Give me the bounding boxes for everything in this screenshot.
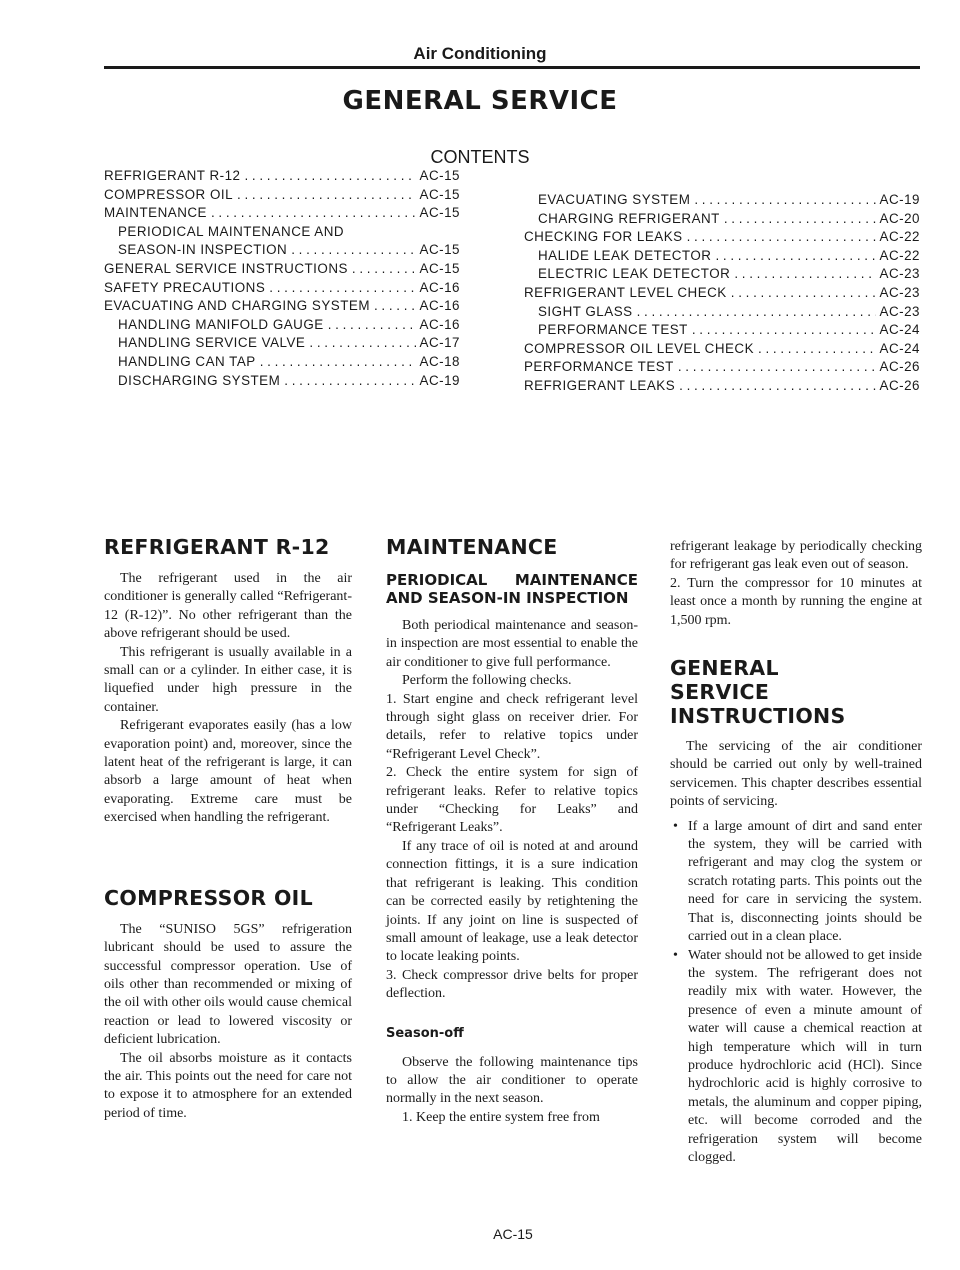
heading-general-service-instructions: GENERAL SERVICE INSTRUCTIONS (670, 656, 846, 729)
toc-entry (104, 335, 460, 354)
section-header: Air Conditioning (413, 44, 547, 63)
toc-entry-label: REFRIGERANT LEAKS (524, 377, 676, 393)
toc-leader-dots (678, 359, 876, 374)
contents-heading: CONTENTS (430, 147, 530, 167)
toc-entry-page: AC-16 (419, 316, 460, 332)
toc-leader-dots (260, 354, 416, 369)
toc-entry-label: SAFETY PRECAUTIONS (104, 279, 266, 295)
heading-periodical-maintenance: PERIODICAL MAINTENANCE AND SEASON-IN INSPECTION (386, 571, 638, 607)
bullet-item: • If a large amount of dirt and sand enter the system, they will be carried with refrigerant and may clog the system or scratch rotating parts. This points out the need for care in servicing the system. That is, disconnecting joints should be carried out in a clean place. (670, 818, 922, 947)
toc-entry-label: ELECTRIC LEAK DETECTOR (538, 266, 731, 282)
toc-entry-page: AC-15 (419, 168, 460, 183)
toc-entry-page: AC-26 (879, 377, 920, 393)
toc-entry-page: AC-26 (879, 359, 920, 375)
bullet-item: • Water should not be allowed to get inside the system. The refrigerant does not readily mix with water. However, the presence of even a minute amount of water will cause a chemical reaction at high temperature which will in turn produce hydrochloric acid (HCl). Since hydrochloric acid is highly corrosive to metals, the aluminum and copper piping, etc. will become corroded and the refrigeration system will become clogged. (670, 947, 922, 1168)
toc-leader-dots (715, 248, 875, 263)
bullet-list (670, 818, 922, 1168)
toc-entry-label: HALIDE LEAK DETECTOR (538, 247, 712, 263)
toc-leader-dots (211, 205, 416, 220)
toc-entry (104, 298, 460, 317)
toc-leader-dots (284, 373, 415, 388)
toc-entry-page: AC-23 (879, 284, 920, 300)
toc-entry-label: HANDLING CAN TAP (118, 353, 256, 369)
toc-entry-label: SIGHT GLASS (538, 303, 633, 319)
toc-entry (104, 261, 460, 280)
toc-entry (104, 317, 460, 336)
paragraph: 1. Keep the entire system free from (402, 1109, 600, 1125)
paragraph: 2. Turn the compressor for 10 minutes at least once a month by running the engine at 1,500 rpm. (670, 575, 922, 628)
toc-entry-label: HANDLING SERVICE VALVE (118, 335, 306, 351)
toc-entry-page: AC-18 (419, 353, 460, 369)
toc-leader-dots (374, 298, 416, 313)
toc-entry (524, 229, 920, 248)
toc-entry-label: EVACUATING AND CHARGING SYSTEM (104, 298, 370, 314)
toc-entry-label: CHECKING FOR LEAKS (524, 229, 683, 245)
toc-entry (524, 248, 920, 267)
toc-entry (524, 211, 920, 230)
toc-leader-dots (724, 211, 876, 226)
paragraph: 3. Check compressor drive belts for proper deflection. (386, 967, 638, 1002)
toc-entry (104, 224, 460, 243)
toc-entry (524, 304, 920, 323)
toc-entry (104, 168, 460, 187)
paragraph: 1. Start engine and check refrigerant level through sight glass on receiver drier. For details, refer to relative topics under “Refrigerant Level Check”. (386, 691, 638, 762)
toc-leader-dots (291, 242, 415, 257)
toc-leader-dots (679, 378, 875, 393)
toc-entry-page: AC-19 (419, 372, 460, 388)
heading-maintenance: MAINTENANCE (386, 535, 558, 559)
toc-leader-dots (237, 187, 416, 202)
toc-entry-label: REFRIGERANT R-12 (104, 168, 241, 183)
page-title: GENERAL SERVICE (342, 86, 618, 116)
toc-entry (524, 285, 920, 304)
toc-entry-label: COMPRESSOR OIL (104, 186, 234, 202)
toc-entry-label: PERIODICAL MAINTENANCE AND (118, 223, 345, 239)
toc-left-column (104, 168, 460, 391)
toc-entry-page: AC-15 (419, 260, 460, 276)
heading-season-off: Season-off (386, 1025, 464, 1041)
toc-entry-label: CHARGING REFRIGERANT (538, 210, 720, 226)
toc-entry-label: DISCHARGING SYSTEM (118, 372, 281, 388)
toc-entry-label: MAINTENANCE (104, 205, 207, 221)
toc-entry-label: GENERAL SERVICE INSTRUCTIONS (104, 260, 348, 276)
toc-entry (104, 205, 460, 224)
toc-entry (524, 341, 920, 360)
toc-entry-page: AC-16 (419, 279, 460, 295)
body-column-1 (104, 535, 352, 1123)
toc-leader-dots (637, 304, 876, 319)
toc-entry (104, 354, 460, 373)
toc-entry-label: SEASON-IN INSPECTION (118, 242, 288, 258)
toc-entry (104, 187, 460, 206)
toc-leader-dots (328, 317, 416, 332)
paragraph: Perform the following checks. (402, 673, 572, 689)
toc-entry (104, 373, 460, 392)
toc-entry-page: AC-17 (419, 335, 460, 351)
toc-leader-dots (244, 168, 415, 183)
toc-leader-dots (734, 266, 875, 281)
paragraph: The oil absorbs moisture as it contacts the air. This points out the need for care not to expose it to atmosphere for an extended period of time. (104, 1050, 352, 1121)
toc-entry (524, 266, 920, 285)
toc-entry-page: AC-24 (879, 340, 920, 356)
paragraph: Observe the following maintenance tips to allow the air conditioner to operate normally in the next season. (386, 1054, 638, 1107)
toc-leader-dots (269, 280, 415, 295)
paragraph: The servicing of the air conditioner should be carried out only by well-trained servicemen. This chapter describes essential points of servicing. (670, 739, 922, 810)
paragraph: Refrigerant evaporates easily (has a low evaporation point) and, moreover, since the latent heat of the refrigerant is large, it can absorb a large amount of heat when evaporating. Extreme care must be exercised when handling the refrigerant. (104, 718, 352, 826)
toc-entry-page: AC-22 (879, 247, 920, 263)
toc-leader-dots (694, 192, 875, 207)
toc-leader-dots (352, 261, 416, 276)
toc-entry (524, 192, 920, 211)
toc-entry (104, 242, 460, 261)
paragraph: The refrigerant used in the air conditioner is generally called “Refrigerant-12 (R-12)”. No other refrigerant than the above refrigerant should be used. (104, 571, 352, 642)
toc-entry-label: EVACUATING SYSTEM (538, 192, 691, 207)
heading-refrigerant-r12: REFRIGERANT R-12 (104, 535, 330, 559)
toc-entry-page: AC-23 (879, 303, 920, 319)
paragraph: The “SUNISO 5GS” refrigeration lubricant should be used to assure the successful compressor operation. Use of oils other than recommended or mixing of the oil with other oils would cause chemical reaction or lead to lowered viscosity or deficient lubrication. (104, 921, 352, 1048)
toc-entry (524, 359, 920, 378)
toc-entry-page: AC-22 (879, 229, 920, 245)
toc-right-column (524, 192, 920, 397)
toc-entry-label: HANDLING MANIFOLD GAUGE (118, 316, 324, 332)
toc-leader-dots (758, 341, 875, 356)
toc-entry-page: AC-23 (879, 266, 920, 282)
toc-leader-dots (692, 322, 876, 337)
toc-entry-page: AC-15 (419, 205, 460, 221)
toc-leader-dots (731, 285, 876, 300)
paragraph: Both periodical maintenance and season-in inspection are most essential to enable the air conditioner to give full performance. (386, 618, 638, 670)
header-rule (104, 66, 920, 69)
toc-entry (104, 280, 460, 299)
body-column-2 (386, 535, 638, 1127)
toc-entry-label: PERFORMANCE TEST (524, 359, 674, 375)
paragraph: refrigerant leakage by periodically checking for refrigerant gas leak even out of season. (670, 539, 922, 573)
page-number: AC-15 (493, 1226, 533, 1242)
toc-entry-label: PERFORMANCE TEST (538, 322, 688, 338)
toc-entry (524, 322, 920, 341)
paragraph: If any trace of oil is noted at and around connection fittings, it is a sure indication that refrigerant is leaking. This condition can be corrected easily by retightening the joints. If any joint on line is suspected of small amount of leakage, use a leak detector to locate leaking points. (386, 838, 638, 965)
paragraph: 2. Check the entire system for sign of refrigerant leaks. Refer to relative topics under “Checking for Leaks” and “Refrigerant Leaks”. (386, 765, 638, 836)
toc-entry (524, 378, 920, 397)
toc-entry-label: COMPRESSOR OIL LEVEL CHECK (524, 340, 755, 356)
toc-entry-label: REFRIGERANT LEVEL CHECK (524, 284, 727, 300)
heading-compressor-oil: COMPRESSOR OIL (104, 885, 313, 910)
body-column-3 (670, 538, 922, 1167)
toc-entry-page: AC-15 (419, 242, 460, 258)
toc-entry-page: AC-16 (419, 298, 460, 314)
toc-entry-page: AC-19 (879, 192, 920, 207)
paragraph: This refrigerant is usually available in a small can or a cylinder. In either case, it is liquefied under high pressure in the container. (104, 644, 352, 715)
toc-entry-page: AC-24 (879, 322, 920, 338)
toc-entry-page: AC-20 (879, 210, 920, 226)
toc-leader-dots (309, 335, 415, 350)
toc-leader-dots (687, 229, 876, 244)
toc-entry-page: AC-15 (419, 186, 460, 202)
